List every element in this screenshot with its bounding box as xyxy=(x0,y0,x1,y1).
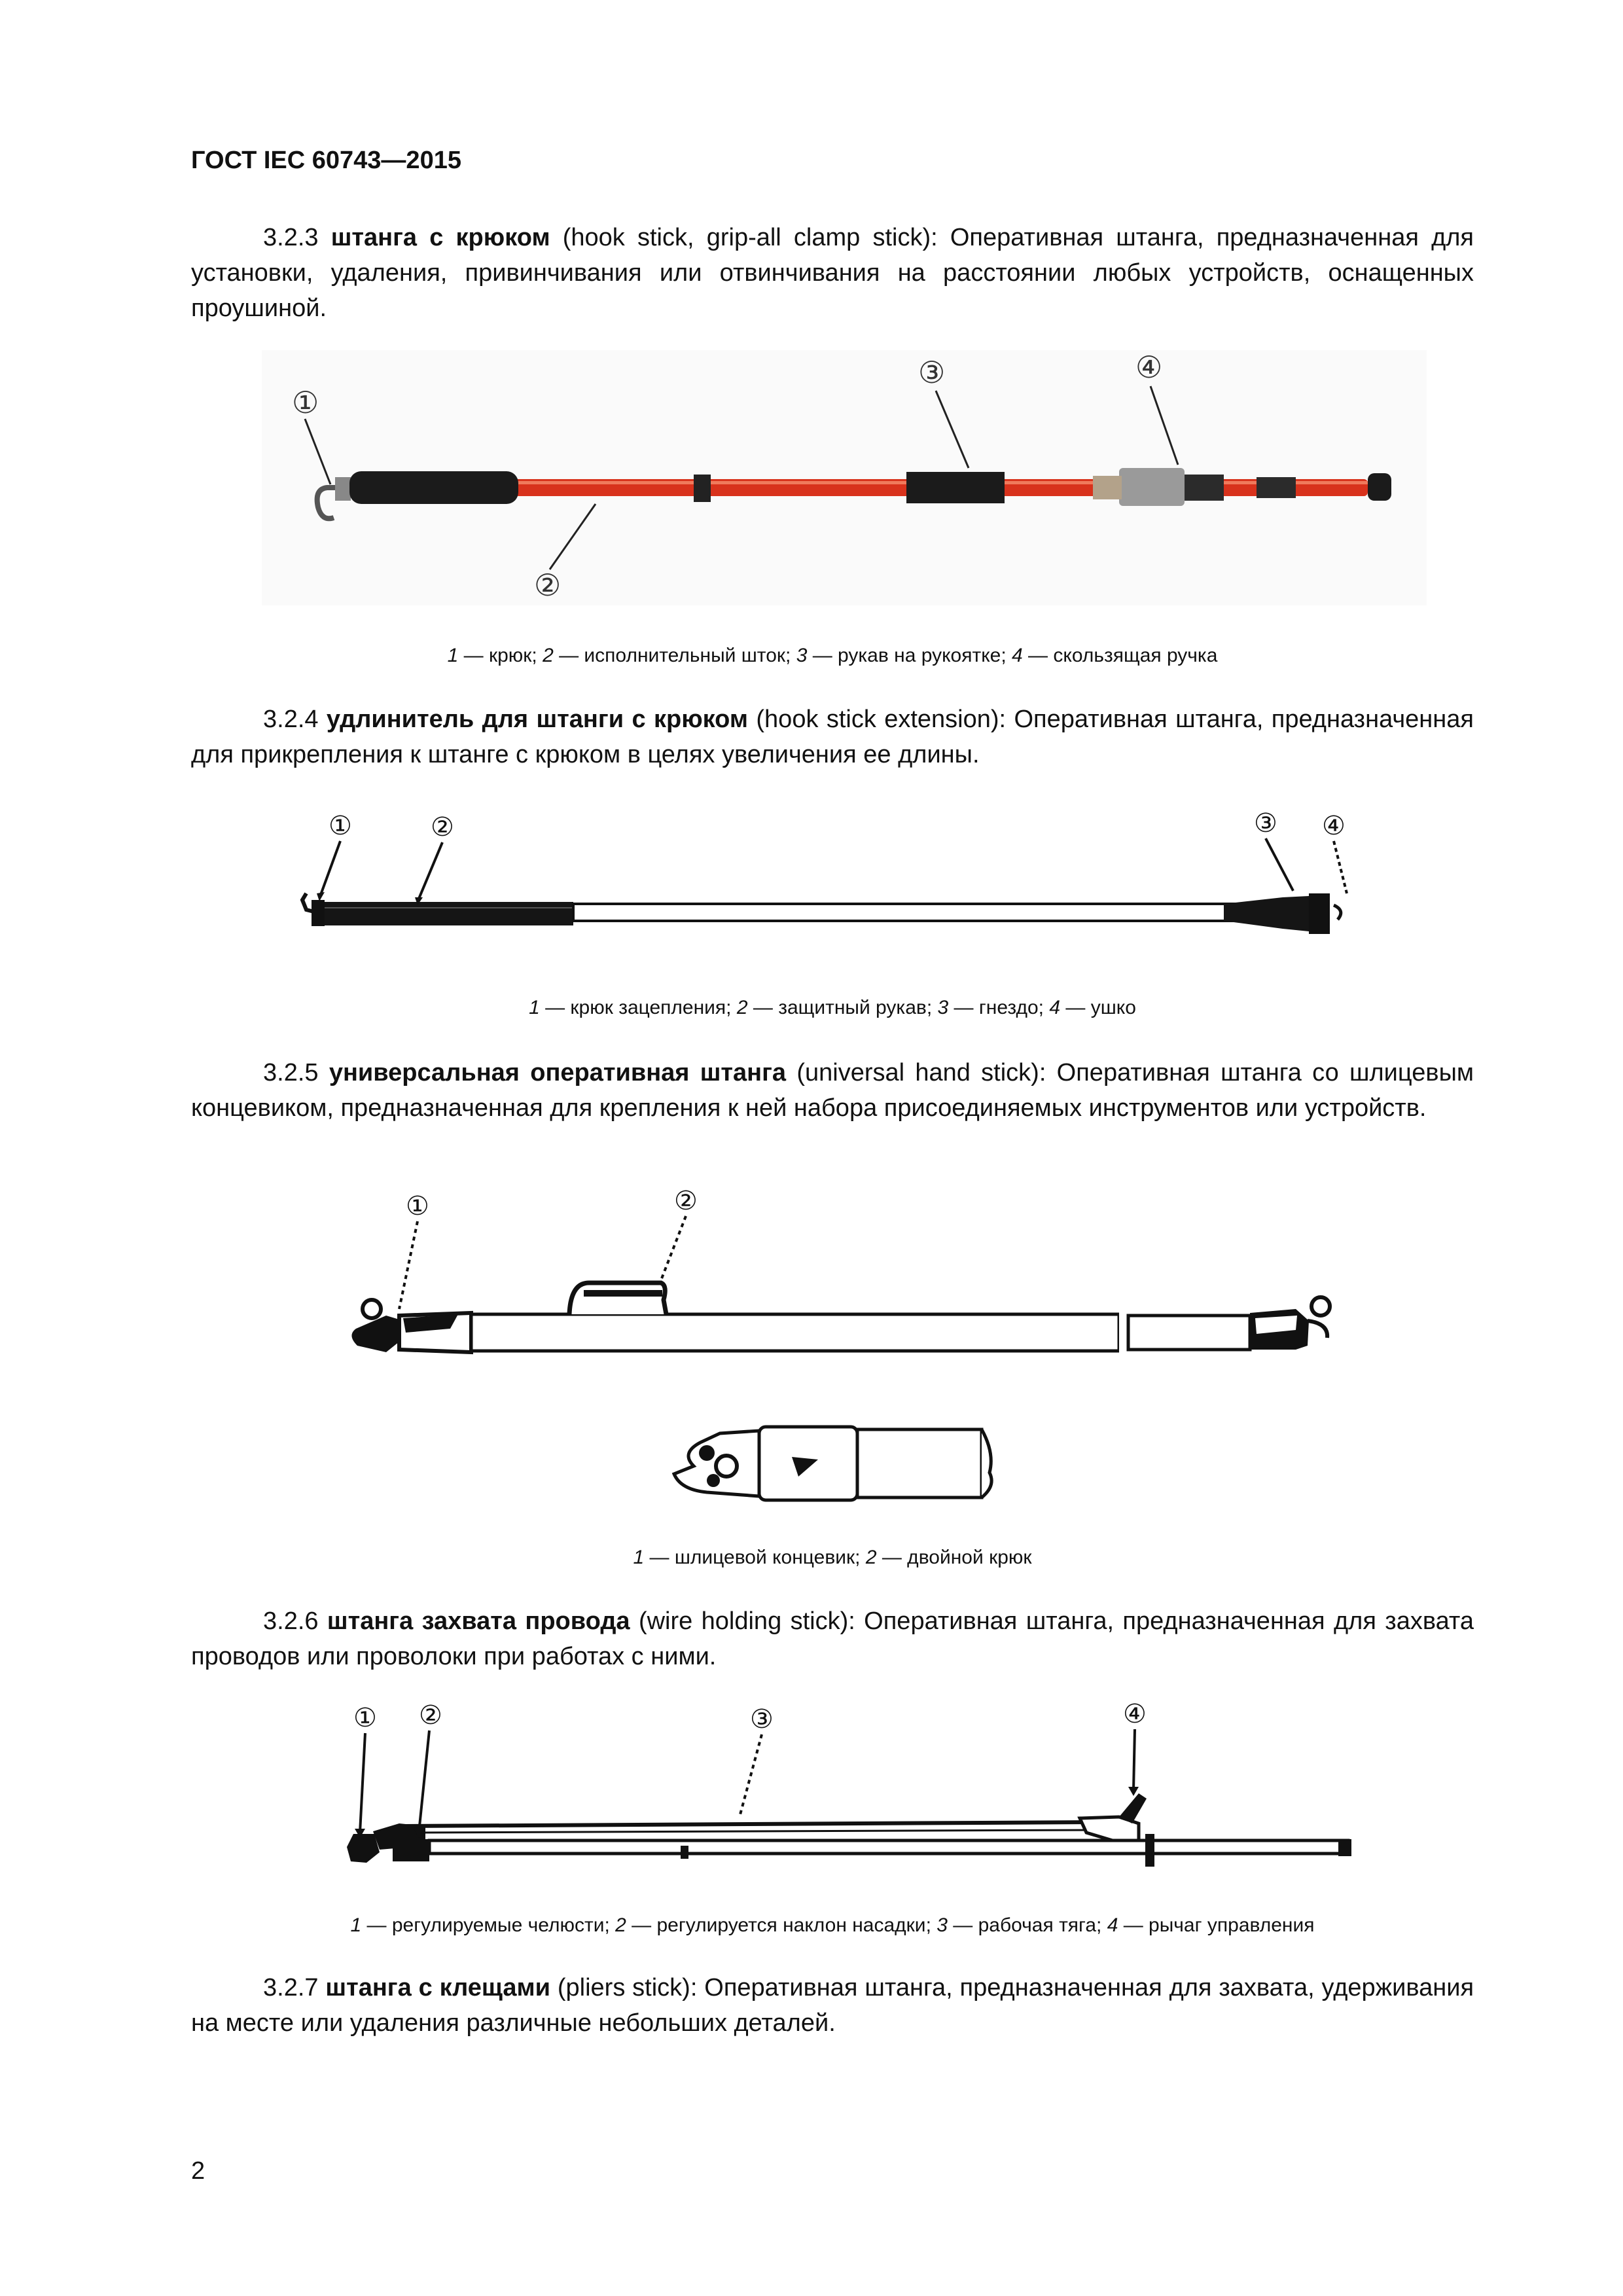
term-english: (hook stick, grip-all clamp stick): xyxy=(562,224,938,251)
term-english: (universal hand stick): xyxy=(796,1059,1046,1086)
term: штанга с клещами xyxy=(325,1974,550,2001)
detail-spline-end xyxy=(674,1427,991,1500)
callout-4: ④ xyxy=(1322,812,1346,840)
callout-2: ② xyxy=(431,813,454,842)
page-number: 2 xyxy=(191,2157,205,2185)
caption-3-2-4: 1 — крюк зацепления; 2 — защитный рукав; 3 — гнездо; 4 — ушко xyxy=(529,997,1136,1018)
adjustable-jaws xyxy=(347,1834,380,1863)
definition: Оперативная штанга, предназначенная для прикрепления к штанге с крюком в целях увеличения ее длины. xyxy=(191,706,1474,768)
section-number: 3.2.4 xyxy=(263,706,319,733)
callout-1: ① xyxy=(329,812,352,840)
pole-left xyxy=(471,1314,1119,1351)
term: удлинитель для штанги с крюком xyxy=(326,706,748,733)
term: штанга захвата провода xyxy=(327,1607,630,1635)
grip-sleeve-black xyxy=(349,471,518,504)
section-number: 3.2.5 xyxy=(263,1059,319,1086)
figure-wire-holding-stick xyxy=(327,1695,1374,1892)
callout-3: ③ xyxy=(750,1705,774,1734)
hook-collar xyxy=(335,477,351,501)
eye xyxy=(1334,905,1341,920)
term-english: (wire holding stick): xyxy=(638,1607,855,1635)
definition: Оперативная штанга со шлицевым концевиком, предназначенная для крепления к ней набора присоединяемых инструментов или устройств. xyxy=(191,1059,1474,1122)
section-3-2-4 xyxy=(191,702,1474,772)
callout-1: ① xyxy=(292,386,319,420)
tilt-adjuster xyxy=(393,1839,429,1861)
section-3-2-5 xyxy=(191,1055,1474,1126)
section-number: 3.2.3 xyxy=(263,224,319,251)
sliding-handle xyxy=(1119,468,1185,506)
spline-end-left xyxy=(351,1316,399,1352)
protective-sleeve xyxy=(325,902,573,925)
coupling xyxy=(694,475,711,502)
definition: Оперативная штанга, предназначенная для захвата, удерживания на месте или удаления различные небольших деталей. xyxy=(191,1974,1474,2037)
figure-universal-hand-stick xyxy=(340,1178,1348,1545)
pole xyxy=(573,904,1267,921)
section-number: 3.2.6 xyxy=(263,1607,319,1635)
callout-3: ③ xyxy=(1254,809,1277,838)
callout-3: ③ xyxy=(918,355,946,389)
term-english: (pliers stick): xyxy=(557,1974,698,2001)
figure-hook-stick-extension xyxy=(288,795,1400,965)
caption-3-2-3: 1 — крюк; 2 — исполнительный шток; 3 — рукав на рукоятке; 4 — скользящая ручка xyxy=(447,645,1218,666)
document-header: ГОСТ IEC 60743—2015 xyxy=(191,147,461,174)
caption-3-2-6: 1 — регулируемые челюсти; 2 — регулируется наклон насадки; 3 — рабочая тяга; 4 — рычаг управления xyxy=(350,1914,1315,1936)
callout-2: ② xyxy=(419,1701,442,1730)
section-3-2-7 xyxy=(191,1970,1474,2041)
definition: Оперативная штанга, предназначенная для захвата проводов или проволоки при работах с ними. xyxy=(191,1607,1474,1670)
definition: Оперативная штанга, предназначенная для установки, удаления, привинчивания или отвинчивания на расстоянии любых устройств, оснащенных проушиной. xyxy=(191,224,1474,322)
socket xyxy=(1224,896,1309,931)
operating-rod xyxy=(406,1822,1093,1826)
figure-hook-stick xyxy=(262,350,1427,605)
callout-4: ④ xyxy=(1135,350,1163,384)
caption-3-2-5: 1 — шлицевой концевик; 2 — двойной крюк xyxy=(633,1547,1032,1568)
callout-2: ② xyxy=(674,1187,698,1215)
pole-right xyxy=(1128,1316,1250,1350)
term-english: (hook stick extension): xyxy=(756,706,1007,733)
term: штанга с крюком xyxy=(330,224,550,251)
callout-4: ④ xyxy=(1123,1700,1147,1729)
callout-2: ② xyxy=(534,568,562,602)
double-hook xyxy=(569,1283,666,1314)
section-3-2-3 xyxy=(191,220,1474,326)
main-pole xyxy=(429,1840,1348,1854)
callout-1: ① xyxy=(353,1704,377,1732)
term: универсальная оперативная штанга xyxy=(329,1059,787,1086)
end-cap xyxy=(1368,473,1391,501)
section-number: 3.2.7 xyxy=(263,1974,319,2001)
callout-1: ① xyxy=(406,1192,429,1221)
section-3-2-6 xyxy=(191,1604,1474,1674)
handle-sleeve xyxy=(906,472,1005,503)
